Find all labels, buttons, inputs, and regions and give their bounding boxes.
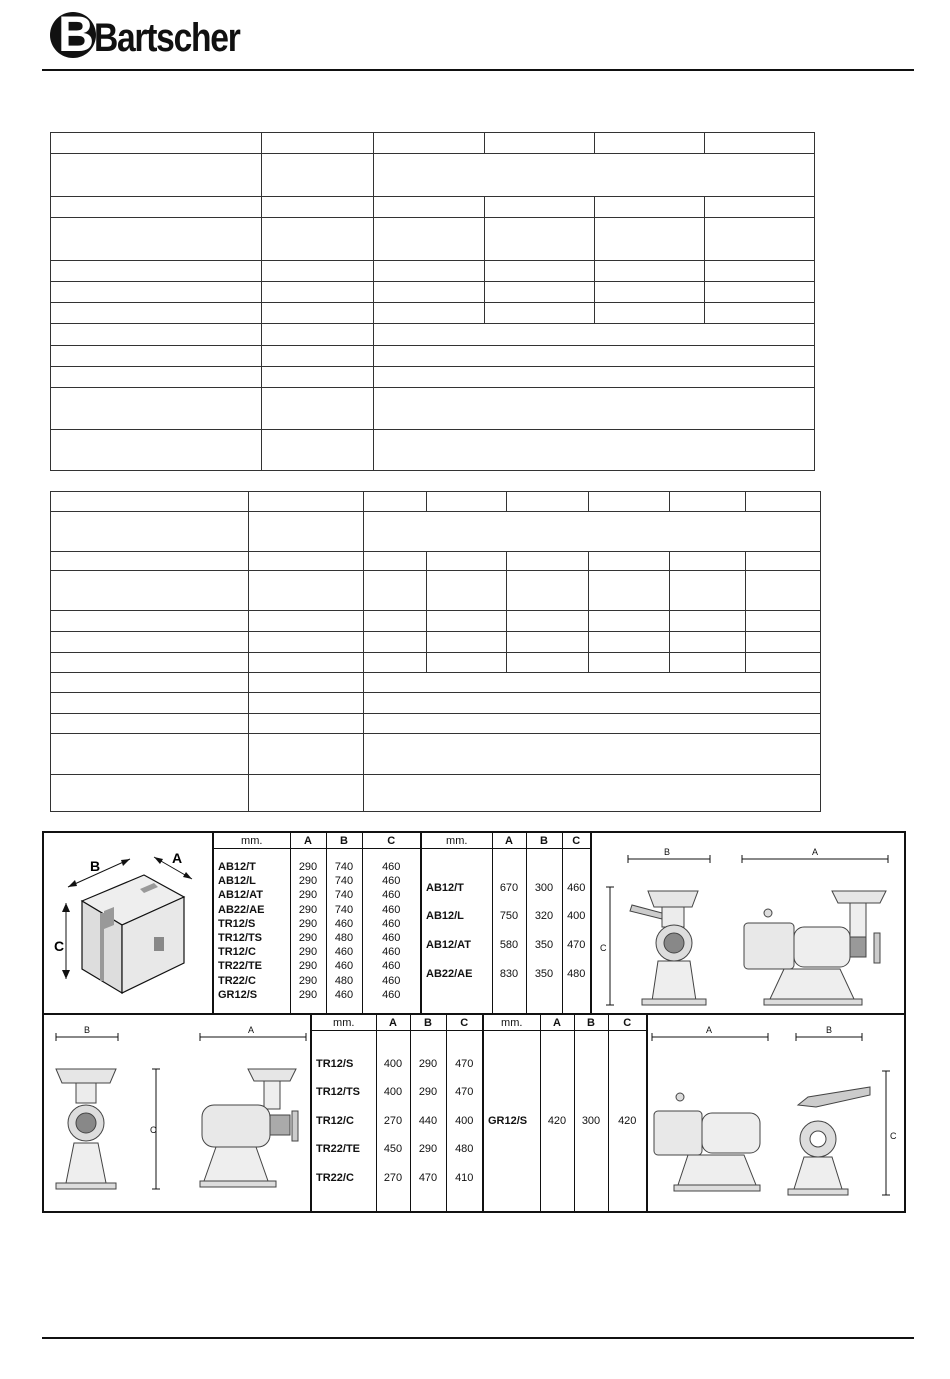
gr-model-dimensions-table	[482, 1013, 648, 1213]
header-a: A	[492, 833, 526, 849]
a-cell: 580	[499, 939, 519, 951]
c-cell: 480	[455, 1143, 474, 1156]
model-cell: TR12/C	[316, 1114, 354, 1127]
a-cell: 290	[298, 960, 318, 973]
b-cell: 290	[418, 1143, 438, 1156]
drawing2-label-b: B	[84, 1025, 91, 1035]
c-cell: 460	[382, 946, 401, 959]
spec-table-2	[50, 491, 821, 812]
ab-grinder-drawing-panel	[590, 831, 906, 1015]
drawing1-label-c: C	[600, 943, 607, 953]
c-cell: 420	[618, 1114, 637, 1127]
a-cell: 290	[298, 974, 318, 987]
header-c: C	[446, 1015, 482, 1031]
b-cell: 740	[334, 903, 354, 916]
b-cell: 300	[574, 1031, 608, 1212]
c-cell: 460	[382, 875, 401, 888]
a-cell: 670	[499, 881, 519, 894]
c-cell: 460	[382, 960, 401, 973]
footer-rule	[42, 1337, 914, 1339]
header-c: C	[562, 833, 590, 849]
model-cell: AB12/T	[426, 881, 464, 894]
model-cell: TR12/TS	[316, 1086, 361, 1099]
b-column	[411, 1050, 446, 1193]
b-cell: 460	[334, 988, 354, 1001]
b-cell: 470	[418, 1171, 438, 1184]
c-cell: 400	[567, 910, 586, 923]
b-cell: 350	[534, 939, 554, 951]
ab-models-dimensions-table	[420, 831, 592, 1015]
b-cell: 300	[534, 881, 554, 894]
model-cell: TR12/C	[218, 946, 256, 959]
drawing2-label-a: A	[248, 1025, 255, 1035]
a-cell: 450	[383, 1143, 403, 1156]
model-cell: TR12/TS	[218, 932, 263, 944]
dimensions-section	[42, 831, 906, 1213]
drawing3-label-a: A	[706, 1025, 713, 1035]
b-cell: 290	[418, 1057, 438, 1070]
a-cell: 830	[499, 967, 519, 980]
model-cell: AB12/L	[426, 910, 464, 923]
a-cell: 420	[540, 1031, 574, 1212]
model-column	[218, 860, 290, 1002]
model-column	[316, 1050, 376, 1193]
c-column	[563, 874, 591, 988]
b-cell: 290	[418, 1086, 438, 1099]
c-cell: 460	[382, 932, 401, 944]
header-c: C	[362, 833, 420, 849]
b-cell: 480	[334, 974, 354, 987]
model-cell: TR12/S	[316, 1057, 354, 1070]
b-cell: 350	[534, 967, 554, 980]
a-cell: 290	[298, 875, 318, 888]
drawing1-label-b: B	[664, 847, 671, 857]
header-model: mm.	[484, 1015, 540, 1031]
drawing3-label-b: B	[826, 1025, 833, 1035]
bartscher-logo	[50, 6, 240, 62]
a-cell: 290	[298, 903, 318, 916]
b-cell: 740	[334, 861, 354, 874]
header-model: mm.	[214, 833, 290, 849]
header-a: A	[376, 1015, 410, 1031]
header-a: A	[290, 833, 326, 849]
model-cell: GR12/S	[218, 988, 258, 1001]
header-b: B	[526, 833, 562, 849]
c-cell: 480	[567, 967, 586, 980]
logo-initial: B	[58, 6, 93, 62]
model-cell: AB12/AT	[426, 939, 472, 951]
a-cell: 400	[383, 1057, 403, 1070]
a-cell: 290	[298, 988, 318, 1001]
b-cell: 460	[334, 960, 354, 973]
model-cell: TR22/TE	[316, 1143, 361, 1156]
tr-grinder-drawing	[44, 1015, 310, 1211]
c-cell: 410	[455, 1171, 474, 1184]
tr-models-dimensions-table	[310, 1013, 484, 1213]
a-cell: 400	[383, 1086, 403, 1099]
model-column	[426, 874, 492, 988]
a-column	[291, 860, 326, 1002]
a-cell: 290	[298, 932, 318, 944]
model-cell: TR12/S	[218, 917, 256, 930]
model-cell: TR22/C	[316, 1171, 354, 1184]
a-cell: 270	[383, 1171, 403, 1184]
b-cell: 740	[334, 875, 354, 888]
drawing2-label-c: C	[150, 1125, 157, 1135]
model-cell: AB22/AE	[426, 967, 473, 980]
ab-grinder-drawing	[592, 833, 904, 1013]
header-rule	[42, 69, 914, 71]
packaging-box-panel	[42, 831, 214, 1015]
header-b: B	[326, 833, 362, 849]
logo-wordmark: Bartscher	[94, 16, 240, 60]
b-cell: 740	[334, 889, 354, 902]
c-cell: 400	[455, 1114, 474, 1127]
a-column	[377, 1050, 410, 1193]
drawing1-label-a: A	[812, 847, 819, 857]
model-cell: GR12/S	[484, 1031, 540, 1212]
b-cell: 460	[334, 946, 354, 959]
a-cell: 290	[298, 889, 318, 902]
box-label-a: A	[172, 850, 183, 866]
b-cell: 460	[334, 917, 354, 930]
packaging-box-diagram	[44, 833, 212, 1013]
box-label-c: C	[54, 938, 65, 954]
model-cell: TR22/C	[218, 974, 256, 987]
a-column	[493, 874, 526, 988]
b-cell: 320	[534, 910, 554, 923]
c-cell: 470	[455, 1057, 474, 1070]
c-cell: 460	[382, 903, 401, 916]
model-cell: AB12/AT	[218, 889, 264, 902]
header-c: C	[608, 1015, 646, 1031]
packaging-dimensions-table	[212, 831, 422, 1015]
a-cell: 290	[298, 917, 318, 930]
model-cell: AB12/L	[218, 875, 256, 888]
spec-table-1	[50, 132, 815, 471]
b-cell: 440	[418, 1114, 438, 1127]
header-b: B	[574, 1015, 608, 1031]
b-cell: 480	[334, 932, 354, 944]
c-cell: 470	[455, 1086, 474, 1099]
a-cell: 290	[298, 946, 318, 959]
a-cell: 750	[499, 910, 519, 923]
header-model: mm.	[422, 833, 492, 849]
b-column	[527, 874, 562, 988]
gr-grater-drawing	[648, 1015, 904, 1211]
c-cell: 460	[382, 974, 401, 987]
drawing3-label-c: C	[890, 1131, 897, 1141]
header-b: B	[410, 1015, 446, 1031]
c-cell: 470	[567, 939, 586, 951]
box-label-b: B	[90, 858, 101, 874]
gr-grater-drawing-panel	[646, 1013, 906, 1213]
c-cell: 460	[382, 988, 401, 1001]
c-column	[447, 1050, 483, 1193]
model-cell: AB12/T	[218, 861, 256, 874]
c-cell: 460	[382, 917, 401, 930]
model-cell: AB22/AE	[218, 903, 265, 916]
a-cell: 290	[298, 861, 318, 874]
model-cell: TR22/TE	[218, 960, 263, 973]
b-column	[327, 860, 362, 1002]
c-cell: 460	[382, 889, 401, 902]
c-column	[363, 860, 421, 1002]
header-model: mm.	[312, 1015, 376, 1031]
c-cell: 460	[382, 861, 401, 874]
header-a: A	[540, 1015, 574, 1031]
a-cell: 270	[383, 1114, 403, 1127]
c-cell: 460	[567, 881, 586, 894]
tr-grinder-drawing-panel	[42, 1013, 312, 1213]
